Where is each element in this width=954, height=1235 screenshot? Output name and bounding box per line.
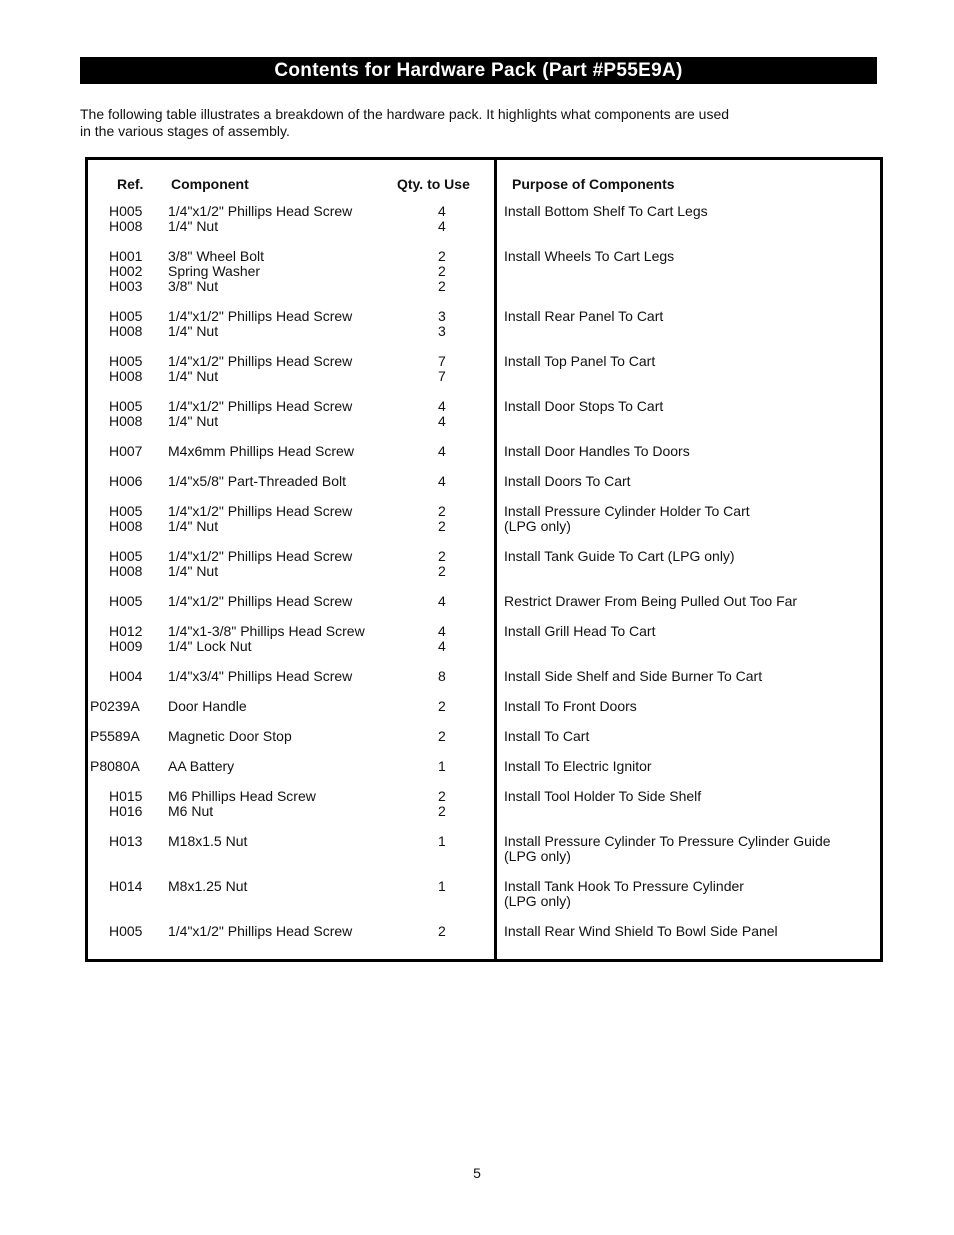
table-group <box>88 444 880 459</box>
ref-cell: H005 <box>109 353 143 369</box>
qty-cell: 4 <box>438 473 446 489</box>
qty-cell: 2 <box>438 503 446 519</box>
table-group <box>88 759 880 774</box>
ref-cell: P0239A <box>90 698 140 714</box>
purpose-cell <box>504 399 880 414</box>
purpose-line: Install Doors To Cart <box>504 473 631 489</box>
ref-cell: H003 <box>109 278 143 294</box>
component-cell: Door Handle <box>168 698 247 714</box>
component-cell: 1/4"x1/2" Phillips Head Screw <box>168 353 353 369</box>
table-group <box>88 249 880 294</box>
purpose-cell <box>504 789 880 804</box>
qty-cell: 4 <box>438 203 446 219</box>
ref-cell: H006 <box>109 473 143 489</box>
table-row <box>88 369 880 384</box>
qty-cell: 4 <box>438 443 446 459</box>
ref-cell: H005 <box>109 593 143 609</box>
purpose-cell <box>504 669 880 684</box>
qty-cell: 3 <box>438 323 446 339</box>
ref-cell: H016 <box>109 803 143 819</box>
purpose-cell <box>504 309 880 324</box>
purpose-line: Install Top Panel To Cart <box>504 353 656 369</box>
qty-cell: 2 <box>438 263 446 279</box>
intro-paragraph <box>80 106 870 140</box>
purpose-line: Install Door Handles To Doors <box>504 443 690 459</box>
ref-cell: H008 <box>109 218 143 234</box>
ref-cell: H005 <box>109 308 143 324</box>
ref-cell: H012 <box>109 623 143 639</box>
table-group <box>88 789 880 819</box>
intro-line: in the various stages of assembly. <box>80 123 290 139</box>
ref-cell: H008 <box>109 518 143 534</box>
purpose-line: Install Side Shelf and Side Burner To Cart <box>504 668 763 684</box>
qty-cell: 4 <box>438 413 446 429</box>
component-cell: AA Battery <box>168 758 235 774</box>
table-row <box>88 414 880 429</box>
purpose-line: Install To Cart <box>504 728 590 744</box>
purpose-line: Install Rear Wind Shield To Bowl Side Panel <box>504 923 778 939</box>
qty-cell: 2 <box>438 728 446 744</box>
qty-cell: 1 <box>438 758 446 774</box>
purpose-cell <box>504 729 880 744</box>
table-row <box>88 264 880 279</box>
purpose-line: (LPG only) <box>504 518 571 534</box>
component-cell: 1/4" Nut <box>168 563 219 579</box>
purpose-line: Restrict Drawer From Being Pulled Out Too Far <box>504 593 798 609</box>
purpose-line: Install Rear Panel To Cart <box>504 308 664 324</box>
ref-cell: H005 <box>109 503 143 519</box>
purpose-line: Install Wheels To Cart Legs <box>504 248 675 264</box>
ref-cell: H002 <box>109 263 143 279</box>
component-cell: 1/4" Nut <box>168 518 219 534</box>
table-group <box>88 399 880 429</box>
qty-cell: 8 <box>438 668 446 684</box>
qty-cell: 2 <box>438 248 446 264</box>
header-ref: Ref. <box>117 176 144 192</box>
table-row <box>88 219 880 234</box>
purpose-cell <box>504 699 880 714</box>
component-cell: 1/4"x1/2" Phillips Head Screw <box>168 398 353 414</box>
purpose-cell <box>504 444 880 459</box>
ref-cell: H009 <box>109 638 143 654</box>
qty-cell: 4 <box>438 218 446 234</box>
qty-cell: 2 <box>438 563 446 579</box>
purpose-line: Install Pressure Cylinder Holder To Cart <box>504 503 750 519</box>
ref-cell: H014 <box>109 878 143 894</box>
purpose-line: Install To Electric Ignitor <box>504 758 652 774</box>
ref-cell: H005 <box>109 548 143 564</box>
purpose-cell <box>504 759 880 774</box>
intro-line: The following table illustrates a breakdown of the hardware pack. It highlights what components are used <box>80 106 730 122</box>
purpose-line: Install Door Stops To Cart <box>504 398 664 414</box>
component-cell: 1/4"x1/2" Phillips Head Screw <box>168 923 353 939</box>
qty-cell: 4 <box>438 623 446 639</box>
component-cell: 3/8" Wheel Bolt <box>168 248 265 264</box>
purpose-line: Install Bottom Shelf To Cart Legs <box>504 203 708 219</box>
purpose-line: (LPG only) <box>504 848 571 864</box>
component-cell: 1/4"x1/2" Phillips Head Screw <box>168 548 353 564</box>
table-group <box>88 309 880 339</box>
component-cell: 1/4"x1/2" Phillips Head Screw <box>168 203 353 219</box>
ref-cell: H008 <box>109 413 143 429</box>
purpose-line: Install Tank Hook To Pressure Cylinder <box>504 878 744 894</box>
qty-cell: 7 <box>438 368 446 384</box>
table-group <box>88 669 880 684</box>
table-group <box>88 924 880 939</box>
table-group <box>88 594 880 609</box>
purpose-line: Install To Front Doors <box>504 698 637 714</box>
purpose-cell <box>504 594 880 609</box>
ref-cell: H005 <box>109 398 143 414</box>
component-cell: 1/4"x5/8" Part-Threaded Bolt <box>168 473 347 489</box>
ref-cell: H001 <box>109 248 143 264</box>
table-row <box>88 639 880 654</box>
table-group <box>88 204 880 234</box>
ref-cell: H007 <box>109 443 143 459</box>
purpose-cell <box>504 249 880 264</box>
table-group <box>88 549 880 579</box>
component-cell: M4x6mm Phillips Head Screw <box>168 443 354 459</box>
purpose-cell <box>504 834 880 864</box>
purpose-cell <box>504 624 880 639</box>
ref-cell: P8080A <box>90 758 140 774</box>
component-cell: 1/4"x1/2" Phillips Head Screw <box>168 593 353 609</box>
purpose-cell <box>504 879 880 909</box>
component-cell: M8x1.25 Nut <box>168 878 248 894</box>
table-group <box>88 833 880 864</box>
component-cell: 1/4" Nut <box>168 413 219 429</box>
component-cell: M18x1.5 Nut <box>168 833 248 849</box>
ref-cell: H013 <box>109 833 143 849</box>
table-group <box>88 699 880 714</box>
ref-cell: H005 <box>109 203 143 219</box>
purpose-cell <box>504 924 880 939</box>
purpose-cell <box>504 354 880 369</box>
table-group <box>88 354 880 384</box>
component-cell: 1/4" Lock Nut <box>168 638 252 654</box>
table-row <box>88 804 880 819</box>
table-row <box>88 564 880 579</box>
component-cell: M6 Phillips Head Screw <box>168 788 316 804</box>
purpose-cell <box>504 204 880 219</box>
table-group <box>88 474 880 489</box>
purpose-line: (LPG only) <box>504 893 571 909</box>
ref-cell: H008 <box>109 368 143 384</box>
purpose-cell <box>504 504 880 534</box>
purpose-line: Install Tool Holder To Side Shelf <box>504 788 702 804</box>
page-number: 5 <box>473 1165 481 1181</box>
qty-cell: 2 <box>438 548 446 564</box>
table-group <box>88 504 880 534</box>
purpose-cell <box>504 474 880 489</box>
ref-cell: H008 <box>109 563 143 579</box>
component-cell: Magnetic Door Stop <box>168 728 292 744</box>
component-cell: M6 Nut <box>168 803 214 819</box>
component-cell: 1/4" Nut <box>168 323 219 339</box>
ref-cell: P5589A <box>90 728 140 744</box>
qty-cell: 2 <box>438 698 446 714</box>
ref-cell: H008 <box>109 323 143 339</box>
table-row <box>88 324 880 339</box>
qty-cell: 4 <box>438 638 446 654</box>
table-row <box>88 279 880 294</box>
qty-cell: 2 <box>438 803 446 819</box>
qty-cell: 3 <box>438 308 446 324</box>
component-cell: 3/8" Nut <box>168 278 219 294</box>
component-cell: 1/4" Nut <box>168 218 219 234</box>
qty-cell: 2 <box>438 923 446 939</box>
page-title: Contents for Hardware Pack (Part #P55E9A) <box>80 57 877 84</box>
qty-cell: 2 <box>438 518 446 534</box>
table-group <box>88 878 880 909</box>
purpose-cell <box>504 549 880 564</box>
purpose-line: Install Pressure Cylinder To Pressure Cylinder Guide <box>504 833 831 849</box>
component-cell: 1/4"x1/2" Phillips Head Screw <box>168 308 353 324</box>
header-purpose: Purpose of Components <box>512 176 675 192</box>
ref-cell: H015 <box>109 788 143 804</box>
header-component: Component <box>171 176 249 192</box>
purpose-line: Install Tank Guide To Cart (LPG only) <box>504 548 735 564</box>
qty-cell: 4 <box>438 398 446 414</box>
component-cell: 1/4"x1/2" Phillips Head Screw <box>168 503 353 519</box>
qty-cell: 7 <box>438 353 446 369</box>
component-cell: Spring Washer <box>168 263 261 279</box>
qty-cell: 1 <box>438 878 446 894</box>
qty-cell: 4 <box>438 593 446 609</box>
ref-cell: H005 <box>109 923 143 939</box>
component-cell: 1/4"x3/4" Phillips Head Screw <box>168 668 353 684</box>
ref-cell: H004 <box>109 668 143 684</box>
header-qty: Qty. to Use <box>397 176 470 192</box>
purpose-line: Install Grill Head To Cart <box>504 623 656 639</box>
qty-cell: 1 <box>438 833 446 849</box>
component-cell: 1/4" Nut <box>168 368 219 384</box>
component-cell: 1/4"x1-3/8" Phillips Head Screw <box>168 623 365 639</box>
qty-cell: 2 <box>438 788 446 804</box>
qty-cell: 2 <box>438 278 446 294</box>
hardware-table <box>85 157 883 962</box>
table-group <box>88 729 880 744</box>
table-group <box>88 624 880 654</box>
